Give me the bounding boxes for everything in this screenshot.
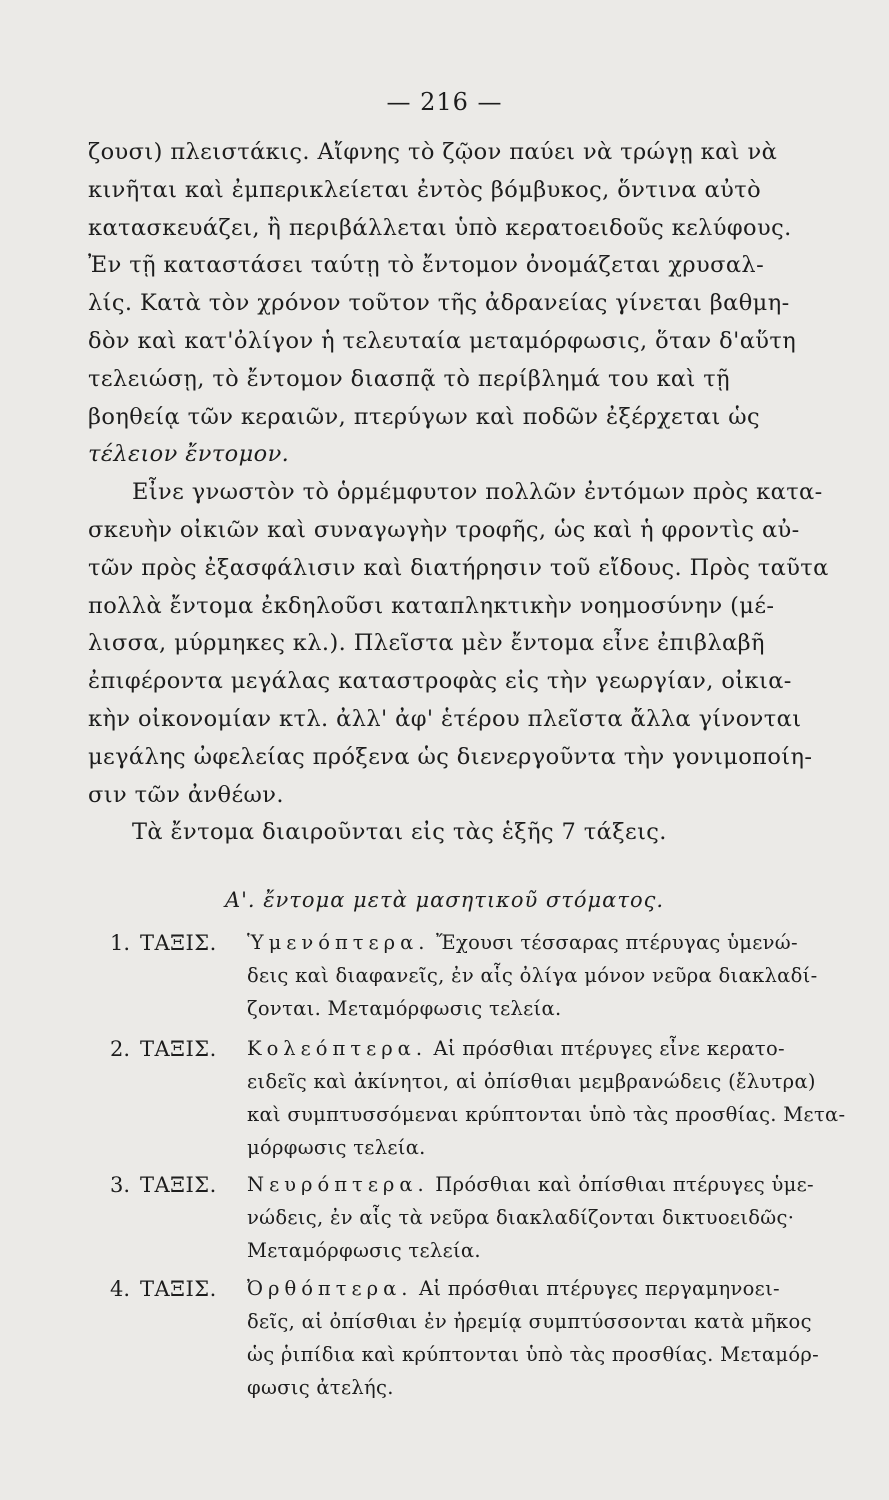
taxis-text: δεις καὶ διαφανεῖς, ἐν αἷς ὀλίγα μόνον νεῦρα διακλαδί- — [247, 964, 818, 987]
section-subheading: Α'. ἔντομα μετὰ μασητικοῦ στόματος. — [224, 888, 665, 912]
text-line: κατασκευάζει, ἢ περιβάλλεται ὑπὸ κερατοειδοῦς κελύφους. — [88, 214, 792, 241]
taxis-text: ζονται. Μεταμόρφωσις τελεία. — [247, 997, 562, 1020]
taxis-text: νώδεις, ἐν αἷς τὰ νεῦρα διακλαδίζονται δικτυοειδῶς· — [247, 1206, 795, 1229]
text-line: βοηθείᾳ τῶν κεραιῶν, πτερύγων καὶ ποδῶν ἐξέρχεται ὡς — [88, 403, 761, 430]
taxis-number: 2. — [110, 1037, 131, 1061]
taxis-text: Μεταμόρφωσις τελεία. — [247, 1239, 481, 1262]
taxis-text: ειδεῖς καὶ ἀκίνητοι, αἱ ὀπίσθιαι μεμβρανώδεις (ἔλυτρα) — [247, 1070, 816, 1093]
taxis-name: Ὀρθόπτερα. — [247, 1277, 413, 1300]
taxis-text: φωσις ἀτελής. — [247, 1376, 394, 1399]
text-line: λίς. Κατὰ τὸν χρόνον τοῦτον τῆς ἀδρανείας γίνεται βαθμη- — [88, 290, 790, 317]
text-line: σιν τῶν ἀνθέων. — [88, 781, 284, 808]
taxis-number: 3. — [110, 1173, 131, 1197]
text-line: λισσα, μύρμηκες κλ.). Πλεῖστα μὲν ἔντομα εἶνε ἐπιβλαβῆ — [88, 630, 765, 657]
taxis-text: καὶ συμπτυσσόμεναι κρύπτονται ὑπὸ τὰς προσθίας. Μετα- — [247, 1103, 846, 1126]
text-line: σκευὴν οἰκιῶν καὶ συναγωγὴν τροφῆς, ὡς καὶ ἡ φροντὶς αὐ- — [88, 516, 800, 543]
taxis-label: ΤΑΞΙΣ. — [140, 1037, 217, 1061]
text-line: Τὰ ἔντομα διαιροῦνται εἰς τὰς ἑξῆς 7 τάξεις. — [132, 819, 667, 846]
body-text — [88, 134, 848, 852]
text-line: τέλειον ἔντομον. — [88, 441, 290, 468]
text-line: Εἶνε γνωστὸν τὸ ὁρμέμφυτον πολλῶν ἐντόμων πρὸς κατα- — [132, 479, 823, 506]
text-line: μεγάλης ὠφελείας πρόξενα ὡς διενεργοῦντα τὴν γονιμοποίη- — [88, 743, 813, 770]
text-line: τῶν πρὸς ἐξασφάλισιν καὶ διατήρησιν τοῦ εἴδους. Πρὸς ταῦτα — [88, 554, 829, 581]
taxis-name: Νευρόπτερα. — [247, 1173, 429, 1196]
text-line: κινῆται καὶ ἐμπερικλείεται ἐντὸς βόμβυκος, ὅντινα αὐτὸ — [88, 176, 762, 203]
taxis-label: ΤΑΞΙΣ. — [140, 1173, 217, 1197]
taxis-text: μόρφωσις τελεία. — [247, 1136, 426, 1159]
list-item — [110, 1168, 870, 1272]
text-line: κὴν οἰκονομίαν κτλ. ἀλλ' ἀφ' ἑτέρου πλεῖστα ἄλλα γίνονται — [88, 705, 802, 732]
taxis-text: ὡς ῥιπίδια καὶ κρύπτονται ὑπὸ τὰς προσθίας. Μεταμόρ- — [247, 1343, 820, 1366]
list-item — [110, 1032, 870, 1168]
text-line: ἐπιφέροντα μεγάλας καταστροφὰς εἰς τὴν γεωργίαν, οἰκια- — [88, 668, 792, 695]
taxis-name: Ὑμενόπτερα. — [247, 931, 430, 954]
page-number: — 216 — — [386, 88, 503, 116]
taxis-number: 4. — [110, 1277, 131, 1301]
text-line: ζουσι) πλειστάκις. Αἴφνης τὸ ζῷον παύει νὰ τρώγῃ καὶ νὰ — [88, 139, 778, 165]
taxis-name: Κολεόπτερα. — [247, 1037, 428, 1060]
taxis-number: 1. — [110, 931, 131, 955]
taxis-text: Ἔχουσι τέσσαρας πτέρυγας ὑμενώ- — [436, 931, 798, 954]
list-item — [110, 926, 870, 1032]
taxis-label: ΤΑΞΙΣ. — [140, 931, 217, 955]
taxis-text: Πρόσθιαι καὶ ὀπίσθιαι πτέρυγες ὑμε- — [435, 1173, 814, 1196]
taxis-text: Αἱ πρόσθιαι πτέρυγες περγαμηνοει- — [418, 1277, 780, 1300]
text-line: Ἐν τῇ καταστάσει ταύτῃ τὸ ἔντομον ὀνομάζεται χρυσαλ- — [88, 252, 765, 279]
taxis-label: ΤΑΞΙΣ. — [140, 1277, 217, 1301]
taxis-text: Αἱ πρόσθιαι πτέρυγες εἶνε κερατο- — [433, 1037, 785, 1060]
text-line: πολλὰ ἔντομα ἐκδηλοῦσι καταπληκτικὴν νοημοσύνην (μέ- — [88, 592, 775, 619]
text-line: δὸν καὶ κατ'ὀλίγον ἡ τελευταία μεταμόρφωσις, ὅταν δ'αὕτη — [88, 327, 797, 354]
list-item — [110, 1272, 870, 1412]
text-line: τελειώσῃ, τὸ ἔντομον διασπᾷ τὸ περίβλημά του καὶ τῇ — [88, 365, 731, 392]
taxis-text: δεῖς, αἱ ὀπίσθιαι ἐν ἠρεμίᾳ συμπτύσσονται κατὰ μῆκος — [247, 1310, 812, 1333]
taxa-list — [110, 926, 870, 1412]
